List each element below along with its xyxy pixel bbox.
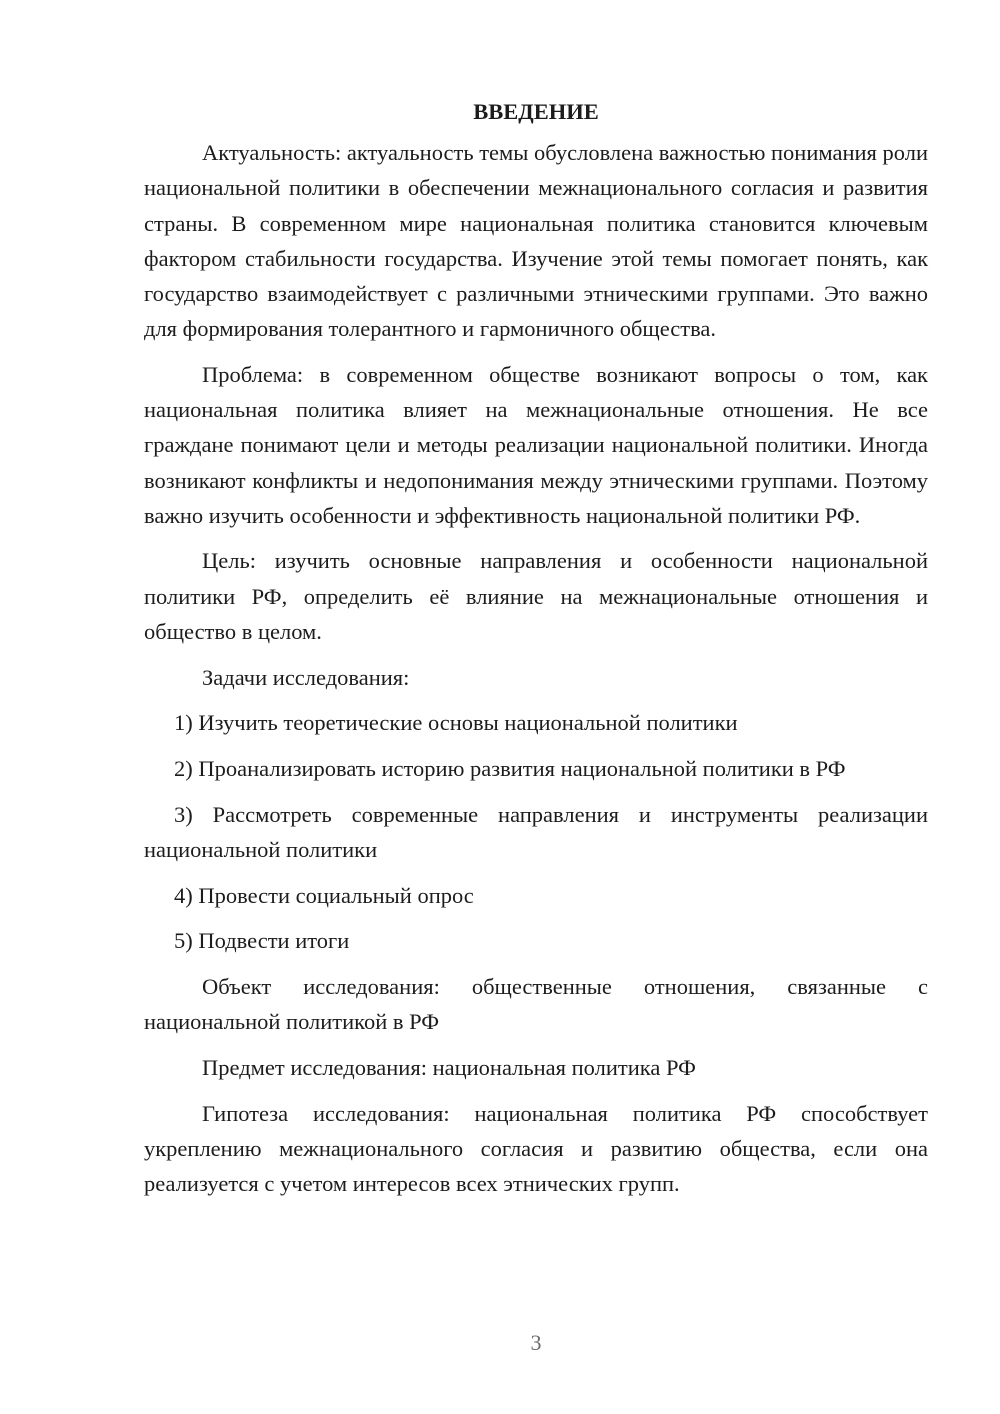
subject-paragraph: Предмет исследования: национальная политика РФ [202,1054,696,1080]
task-item: 4) Провести социальный опрос [174,882,474,908]
page-content [144,94,928,1212]
problem-paragraph: Проблема: в современном обществе возникают вопросы о том, как национальная политика влияет на межнациональные отношения. Не все граждане понимают цели и методы реализации национальной политики. Иногда возникают конфликты и недопонимания между этническими группами. Поэтому важно изучить особенности и эффективность национальной политики РФ. [144,361,928,528]
tasks-heading: Задачи исследования: [202,664,410,690]
object-paragraph: Объект исследования: общественные отношения, связанные с национальной политикой в РФ [144,973,928,1035]
page-number: 3 [530,1330,542,1355]
task-item: 3) Рассмотреть современные направления и инструменты реализации национальной политики [144,801,928,862]
section-title: ВВЕДЕНИЕ [473,99,599,124]
task-item: 2) Проанализировать историю развития национальной политики в РФ [174,755,846,781]
task-item: 5) Подвести итоги [174,928,350,954]
task-item: 1) Изучить теоретические основы национальной политики [174,710,738,736]
hypothesis-paragraph: Гипотеза исследования: национальная политика РФ способствует укреплению межнационального согласия и развитию общества, если она реализуется с учетом интересов всех этнических групп. [144,1100,928,1196]
goal-paragraph: Цель: изучить основные направления и особенности национальной политики РФ, определить её влияние на межнациональные отношения и общество в целом. [144,548,928,644]
relevance-paragraph: Актуальность: актуальность темы обусловлена важностью понимания роли национальной политики в обеспечении межнационального согласия и развития страны. В современном мире национальная политика становится ключевым фактором стабильности государства. Изучение этой темы помогает понять, как государство взаимодействует с различными этническими группами. Это важно для формирования толерантного и гармоничного общества. [144,140,928,342]
